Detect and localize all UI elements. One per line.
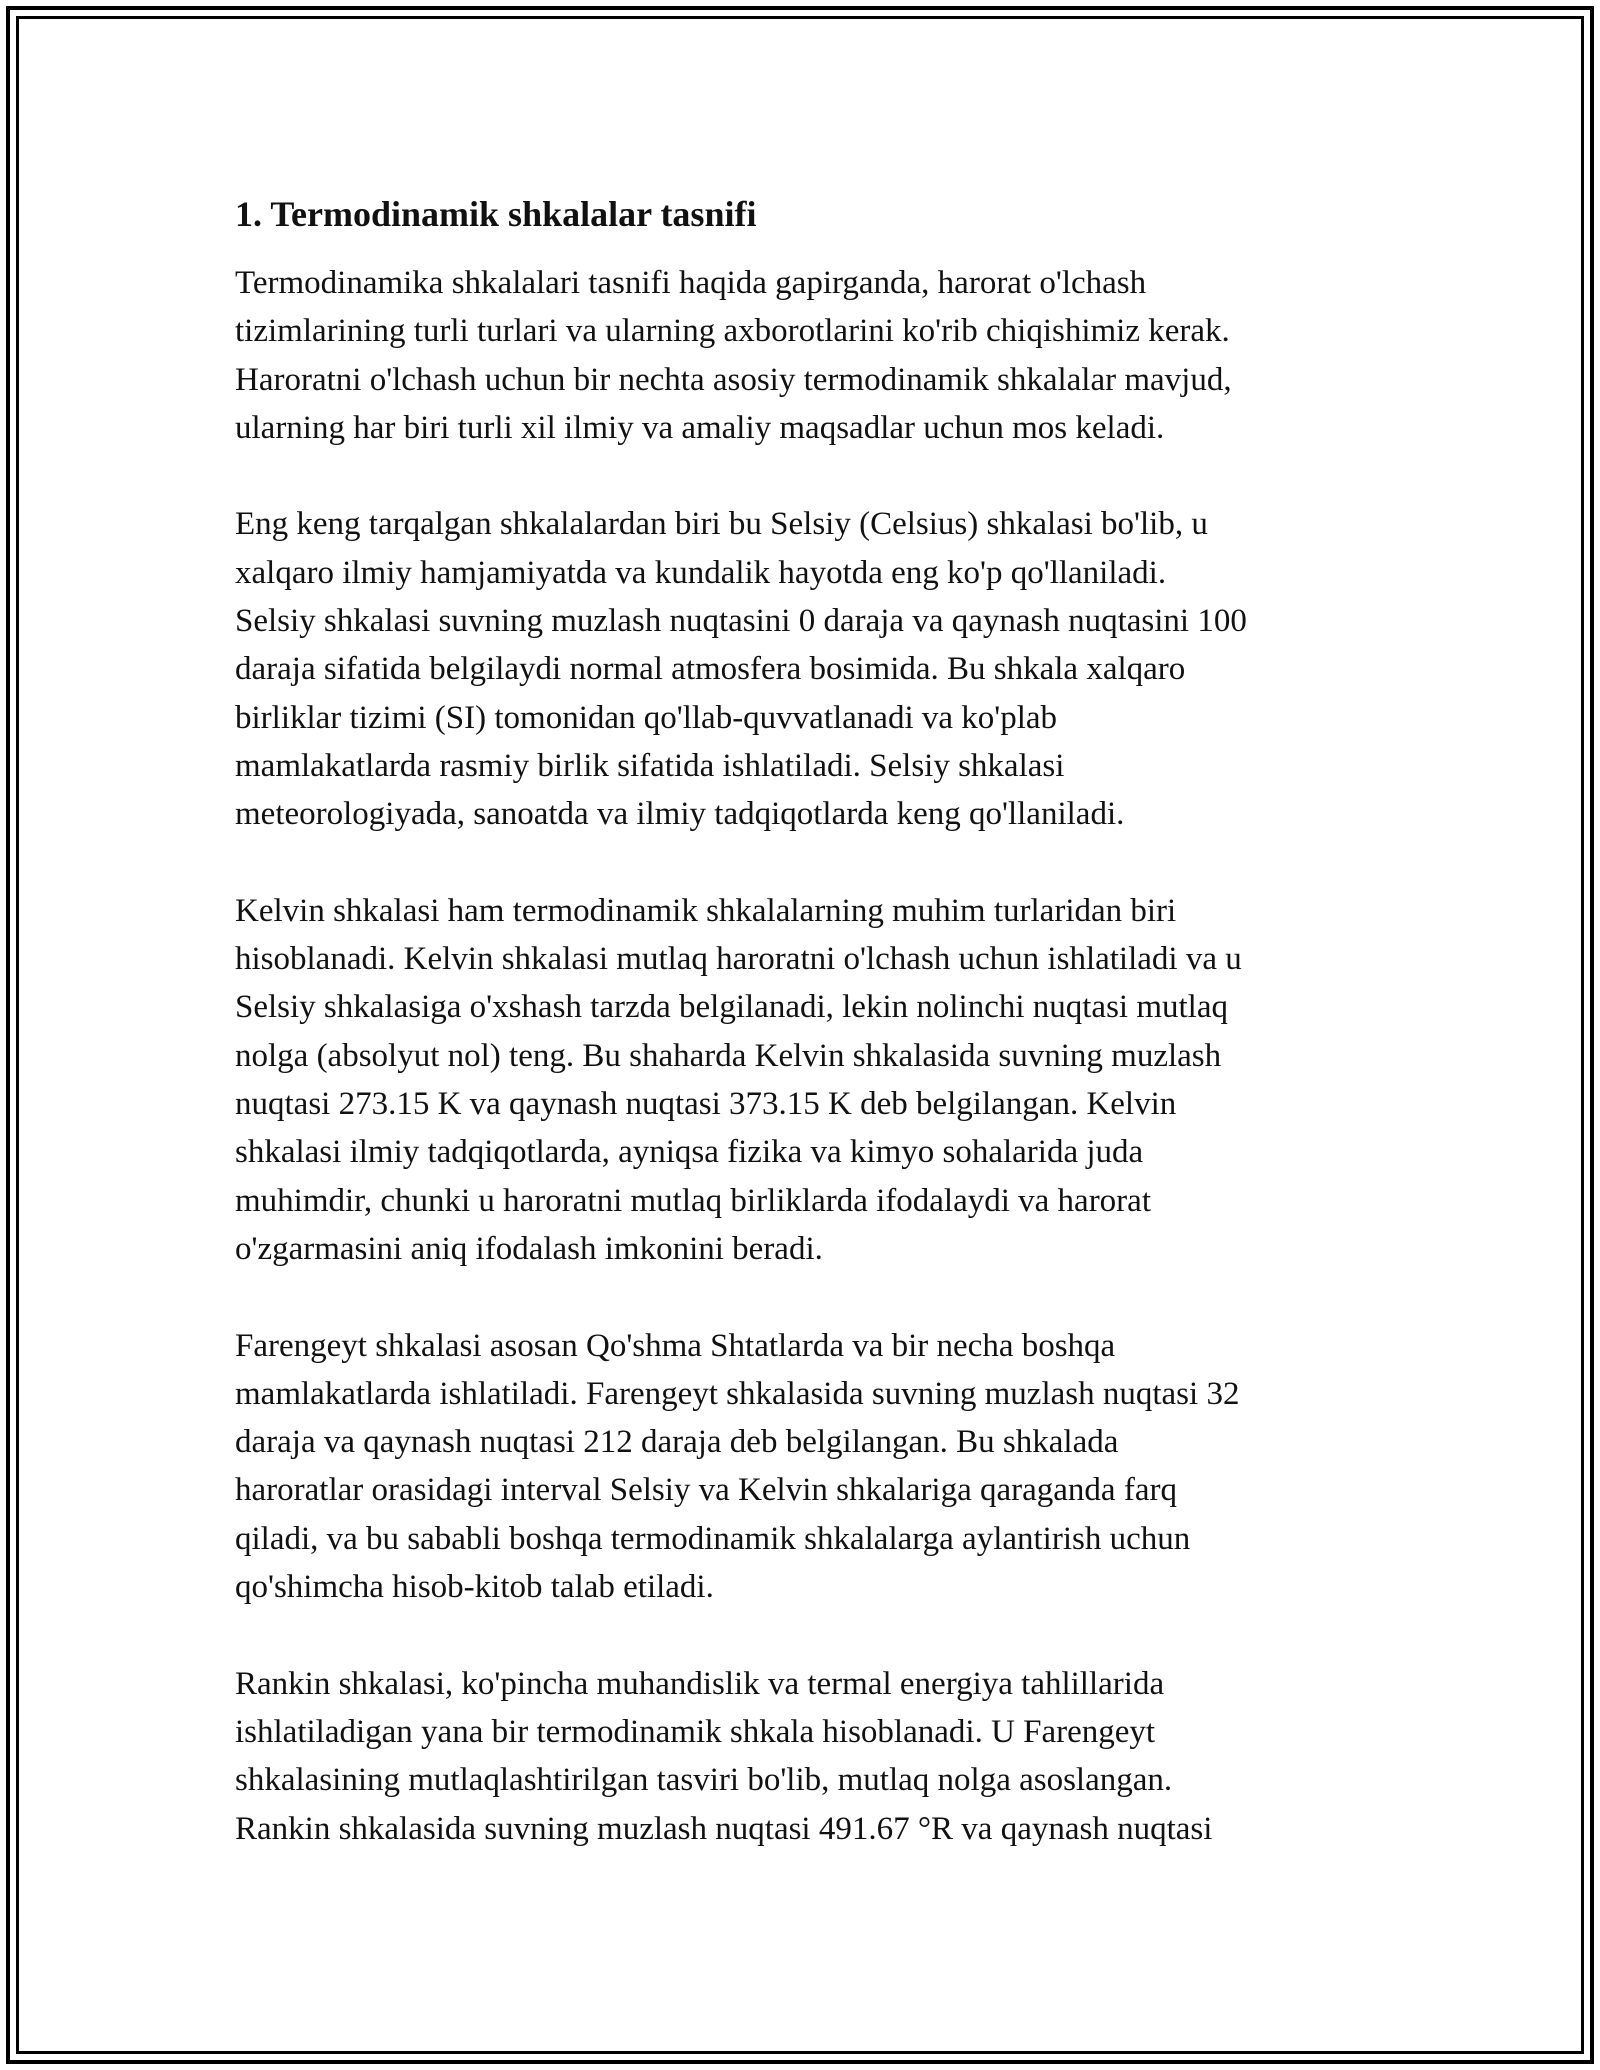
text-line: birliklar tizimi (SI) tomonidan qo'llab-quvvatlanadi va ko'plab — [235, 699, 1058, 736]
text-line: o'zgarmasini aniq ifodalash imkonini beradi. — [235, 1230, 823, 1267]
paragraph-fahrenheit — [235, 1322, 1375, 1612]
text-line: tizimlarining turli turlari va ularning axborotlarini ko'rib chiqishimiz kerak. — [235, 313, 1230, 350]
section-heading: 1. Termodinamik shkalalar tasnifi — [235, 194, 757, 234]
text-line: mamlakatlarda ishlatiladi. Farengeyt shkalasida suvning muzlash nuqtasi 32 — [235, 1375, 1240, 1412]
text-line: Termodinamika shkalalari tasnifi haqida gapirganda, harorat o'lchash — [235, 265, 1147, 301]
text-line: qo'shimcha hisob-kitob talab etiladi. — [235, 1569, 714, 1606]
text-line: Rankin shkalasi, ko'pincha muhandislik va termal energiya tahlillarida — [235, 1665, 1165, 1702]
text-line: mamlakatlarda rasmiy birlik sifatida ishlatiladi. Selsiy shkalasi — [235, 747, 1065, 784]
paragraph-rankine — [235, 1660, 1375, 1853]
text-line: Selsiy shkalasi suvning muzlash nuqtasini 0 daraja va qaynash nuqtasini 100 — [235, 603, 1247, 640]
text-line: qiladi, va bu sababli boshqa termodinamik shkalalarga aylantirish uchun — [235, 1520, 1191, 1557]
text-line: shkalasining mutlaqlashtirilgan tasviri bo'lib, mutlaq nolga asoslangan. — [235, 1762, 1173, 1799]
text-line: Kelvin shkalasi ham termodinamik shkalalarning muhim turlaridan biri — [235, 892, 1177, 929]
text-line: nolga (absolyut nol) teng. Bu shaharda Kelvin shkalasida suvning muzlash — [235, 1037, 1222, 1074]
text-line: Selsiy shkalasiga o'xshash tarzda belgilanadi, lekin nolinchi nuqtasi mutlaq — [235, 989, 1228, 1026]
text-line: muhimdir, chunki u haroratni mutlaq birliklarda ifodalaydi va harorat — [235, 1182, 1151, 1219]
paragraph-celsius — [235, 500, 1375, 838]
text-line: xalqaro ilmiy hamjamiyatda va kundalik hayotda eng ko'p qo'llaniladi. — [235, 554, 1167, 591]
paragraph-kelvin — [235, 887, 1375, 1273]
text-line: daraja sifatida belgilaydi normal atmosfera bosimida. Bu shkala xalqaro — [235, 651, 1186, 688]
text-line: Haroratni o'lchash uchun bir nechta asosiy termodinamik shkalalar mavjud, — [235, 361, 1232, 398]
text-line: Rankin shkalasida suvning muzlash nuqtasi 491.67 °R va qaynash nuqtasi — [235, 1810, 1213, 1847]
text-line: meteorologiyada, sanoatda va ilmiy tadqiqotlarda keng qo'llaniladi. — [235, 796, 1125, 833]
text-line: nuqtasi 273.15 K va qaynash nuqtasi 373.15 K deb belgilangan. Kelvin — [235, 1086, 1177, 1123]
text-line: shkalasi ilmiy tadqiqotlarda, ayniqsa fizika va kimyo sohalarida juda — [235, 1134, 1144, 1171]
text-line: ularning har biri turli xil ilmiy va amaliy maqsadlar uchun mos keladi. — [235, 409, 1165, 446]
text-line: Farengeyt shkalasi asosan Qo'shma Shtatlarda va bir necha boshqa — [235, 1327, 1116, 1364]
document-body — [235, 185, 1375, 1901]
paragraph-intro — [235, 259, 1375, 452]
text-line: hisoblanadi. Kelvin shkalasi mutlaq haroratni o'lchash uchun ishlatiladi va u — [235, 941, 1242, 978]
text-line: ishlatiladigan yana bir termodinamik shkala hisoblanadi. U Farengeyt — [235, 1713, 1156, 1750]
text-line: haroratlar orasidagi interval Selsiy va Kelvin shkalariga qaraganda farq — [235, 1472, 1177, 1509]
text-line: Eng keng tarqalgan shkalalardan biri bu Selsiy (Celsius) shkalasi bo'lib, u — [235, 506, 1208, 543]
text-line: daraja va qaynash nuqtasi 212 daraja deb belgilangan. Bu shkalada — [235, 1424, 1119, 1461]
